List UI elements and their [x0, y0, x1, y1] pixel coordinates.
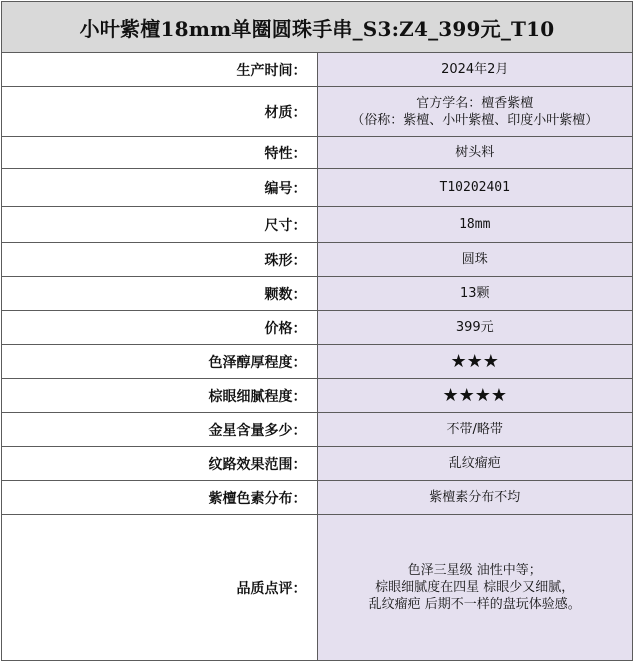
product-spec-sheet — [1, 1, 634, 661]
table-row — [2, 413, 633, 447]
spec-table — [1, 1, 633, 661]
row-value-price: 399元 — [317, 311, 633, 345]
title-row — [2, 2, 633, 53]
review-line-grain: 乱纹瘤疤 后期不一样的盘玩体验感。 — [368, 597, 581, 612]
row-label-pore-fineness: 棕眼细腻程度： — [2, 379, 318, 413]
row-label-material: 材质： — [2, 87, 318, 137]
table-row — [2, 311, 633, 345]
row-value-serial-number: T10202401 — [317, 169, 633, 207]
table-row — [2, 243, 633, 277]
table-row — [2, 207, 633, 243]
table-row — [2, 345, 633, 379]
row-label-gold-star-content: 金星含量多少： — [2, 413, 318, 447]
row-label-size: 尺寸： — [2, 207, 318, 243]
row-value-bead-count: 13颗 — [317, 277, 633, 311]
row-label-serial-number: 编号： — [2, 169, 318, 207]
row-label-quality-review: 品质点评： — [2, 515, 318, 661]
row-value-feature: 树头料 — [317, 137, 633, 169]
table-row — [2, 379, 633, 413]
row-label-feature: 特性： — [2, 137, 318, 169]
table-row — [2, 137, 633, 169]
row-label-production-time: 生产时间： — [2, 53, 318, 87]
material-common-names: （俗称：紫檀、小叶紫檀、印度小叶紫檀） — [351, 112, 599, 128]
table-row — [2, 87, 633, 137]
row-value-pigment-distribution: 紫檀素分布不均 — [317, 481, 633, 515]
review-line-pores: 棕眼细腻度在四星 棕眼少又细腻， — [375, 580, 575, 595]
row-value-gold-star-content: 不带/略带 — [317, 413, 633, 447]
row-label-bead-shape: 珠形： — [2, 243, 318, 277]
row-value-quality-review — [317, 515, 633, 661]
product-title: 小叶紫檀18mm单圈圆珠手串_S3:Z4_399元_T10 — [2, 2, 633, 53]
row-value-grain-pattern: 乱纹瘤疤 — [317, 447, 633, 481]
row-label-bead-count: 颗数： — [2, 277, 318, 311]
review-line-color: 色泽三星级 油性中等； — [407, 563, 542, 578]
row-label-pigment-distribution: 紫檀色素分布： — [2, 481, 318, 515]
row-value-size: 18mm — [317, 207, 633, 243]
row-value-production-time: 2024年2月 — [317, 53, 633, 87]
table-row — [2, 277, 633, 311]
table-row — [2, 447, 633, 481]
table-row — [2, 169, 633, 207]
row-value-bead-shape: 圆珠 — [317, 243, 633, 277]
table-row — [2, 515, 633, 661]
row-label-price: 价格： — [2, 311, 318, 345]
row-value-material — [317, 87, 633, 137]
row-label-color-richness: 色泽醇厚程度： — [2, 345, 318, 379]
color-richness-star-rating: ★★★ — [317, 345, 633, 379]
pore-fineness-star-rating: ★★★★ — [317, 379, 633, 413]
table-row — [2, 481, 633, 515]
material-official-name: 官方学名：檀香紫檀 — [416, 95, 534, 111]
row-label-grain-pattern: 纹路效果范围： — [2, 447, 318, 481]
table-row — [2, 53, 633, 87]
